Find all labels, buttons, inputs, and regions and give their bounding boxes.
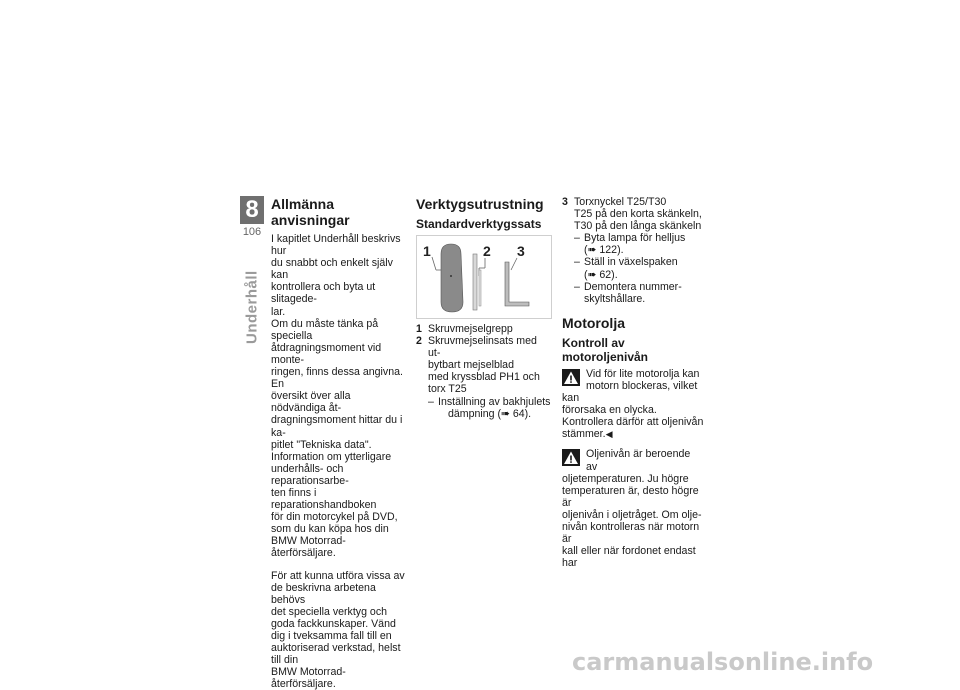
legend-text (574, 196, 704, 232)
legend-number: 1 (416, 323, 422, 335)
legend-sub-item (562, 281, 704, 305)
legend-line: med kryssblad PH1 och (428, 371, 540, 384)
toolkit-illustration (417, 236, 551, 318)
paragraph-line: lar. (271, 305, 286, 318)
column-general-instructions (271, 196, 407, 690)
warning-text: Kontrollera därför att oljenivån (562, 416, 704, 429)
page-number: 106 (242, 226, 262, 238)
dash-marker: – (574, 280, 580, 293)
page-reference: 62 (599, 268, 612, 281)
paragraph-line: för din motorcykel på DVD, (271, 511, 398, 524)
legend-item-1 (416, 323, 552, 335)
warning-text: nivån kontrolleras när motorn är (562, 520, 700, 546)
legend-line: bytbart mejselblad (428, 359, 514, 372)
paragraph-line: ringen, finns dessa angivna. En (271, 366, 403, 391)
paragraph-line: För att kunna utföra vissa av (271, 569, 405, 582)
paragraph-line: BMW Motorrad-återförsäljare. (271, 666, 346, 690)
watermark: carmanualsonline.info (572, 648, 874, 676)
warning-low-oil (562, 368, 704, 441)
paragraph-line: kontrollera och byta ut slitagede- (271, 281, 376, 306)
warning-text: temperaturen är, desto högre är (562, 484, 699, 509)
legend-line: Torxnyckel T25/T30 (574, 196, 667, 208)
warning-triangle-icon (562, 449, 580, 466)
warning-text: förorsaka en olycka. (562, 404, 657, 417)
heading-general-instructions: Allmänna anvisningar (271, 196, 350, 228)
warning-text: Vid för lite motorolja kan (586, 367, 700, 380)
legend-line: T30 på den långa skänkeln (574, 220, 702, 233)
legend-number: 2 (416, 335, 422, 348)
torx-key-shape (505, 262, 529, 306)
dash-marker: – (574, 232, 580, 245)
chapter-side-label: Underhåll (243, 270, 261, 344)
column-motor-oil (562, 196, 704, 569)
sub-item-reference: (➠ 122). (584, 244, 624, 257)
end-of-section-icon: ◀ (605, 429, 613, 440)
toolkit-figure (416, 235, 552, 319)
chapter-number-tab: 8 (240, 196, 264, 224)
sub-item-text: Demontera nummer- (584, 280, 682, 293)
legend-sub-item (562, 232, 704, 256)
sub-item-text: skyltshållare. (584, 292, 646, 305)
warning-text: kall eller när fordonet endast har (562, 545, 696, 570)
heading-toolkit: Verktygsutrustning (416, 196, 544, 212)
paragraph-line: auktoriserad verkstad, helst till din (271, 642, 401, 667)
sub-item-reference: (➠ 62). (584, 268, 618, 281)
paragraph-line: BMW Motorrad-återförsäljare. (271, 535, 346, 560)
sub-item-text: Ställ in växelspaken (584, 256, 678, 269)
sub-item-text: Byta lampa för helljus (584, 232, 686, 245)
legend-number: 3 (562, 196, 568, 208)
legend-sub-item (562, 256, 704, 280)
legend-item-3 (562, 196, 704, 232)
figure-label-2: 2 (483, 243, 491, 259)
screwdriver-insert-shape (473, 254, 477, 310)
subheading-oil-level-check: Kontroll av motoroljenivån (562, 335, 649, 364)
paragraph-line: pitlet "Tekniska data". (271, 438, 372, 451)
warning-oil-temperature (562, 448, 704, 569)
warning-text: stämmer.◀ (562, 428, 613, 441)
warning-text: oljenivån i oljetråget. Om olje- (562, 508, 702, 521)
legend-line: torx T25 (428, 383, 467, 396)
paragraph-line: som du kan köpa hos din (271, 523, 389, 536)
warning-text: oljetemperaturen. Ju högre (562, 472, 689, 485)
paragraph-line: det speciella verktyg och (271, 605, 388, 618)
dash-marker: – (428, 395, 434, 408)
warning-text: Oljenivån är beroende av (586, 448, 691, 473)
paragraph-line: Om du måste tänka på speciella (271, 317, 379, 342)
subheading-standard-toolkit: Standardverktygssats (416, 217, 542, 231)
figure-label-3: 3 (517, 243, 525, 259)
page-reference: 64 (512, 407, 525, 420)
sub-item-text: Inställning av bakhjulets (438, 395, 551, 408)
paragraph-line: I kapitlet Underhåll beskrivs hur (271, 233, 401, 258)
legend-text: Skruvmejselgrepp (428, 323, 513, 335)
legend-line: Skruvmejselinsats med ut- (428, 335, 537, 360)
warning-triangle-icon (562, 369, 580, 386)
paragraph-line: åtdragningsmoment vid monte- (271, 341, 382, 366)
page-arrow-icon: ➠ (587, 244, 597, 257)
heading-motor-oil: Motorolja (562, 314, 625, 331)
paragraph-line: Information om ytterligare (271, 450, 392, 463)
paragraph-line: ten finns i reparationshandboken (271, 486, 377, 512)
legend-sub-item (416, 396, 552, 420)
sub-item-reference: dämpning (➠ 64). (448, 407, 532, 420)
column-toolkit (416, 196, 552, 420)
paragraph-line: översikt över alla nödvändiga åt- (271, 390, 351, 415)
screwdriver-handle-shape (441, 244, 463, 312)
paragraph-line: dragningsmoment hittar du i ka- (271, 414, 403, 439)
dash-marker: – (574, 256, 580, 269)
legend-line: T25 på den korta skänkeln, (574, 208, 702, 221)
page-arrow-icon: ➠ (501, 407, 510, 420)
page-reference: 122 (599, 244, 618, 257)
paragraph-maintenance-intro (271, 233, 407, 560)
paragraph-line: goda fackkunskaper. Vänd (271, 617, 396, 630)
paragraph-special-tools (271, 570, 407, 690)
paragraph-line: du snabbt och enkelt själv kan (271, 257, 393, 282)
paragraph-line: dig i tveksamma fall till en (271, 630, 392, 642)
page-arrow-icon: ➠ (587, 268, 597, 281)
legend-text (428, 335, 552, 395)
paragraph-line: de beskrivna arbetena behövs (271, 581, 376, 606)
paragraph-line: underhålls- och reparationsarbe- (271, 462, 349, 487)
legend-item-2 (416, 335, 552, 395)
figure-label-1: 1 (423, 243, 431, 259)
warning-text: motorn blockeras, vilket kan (562, 379, 698, 405)
